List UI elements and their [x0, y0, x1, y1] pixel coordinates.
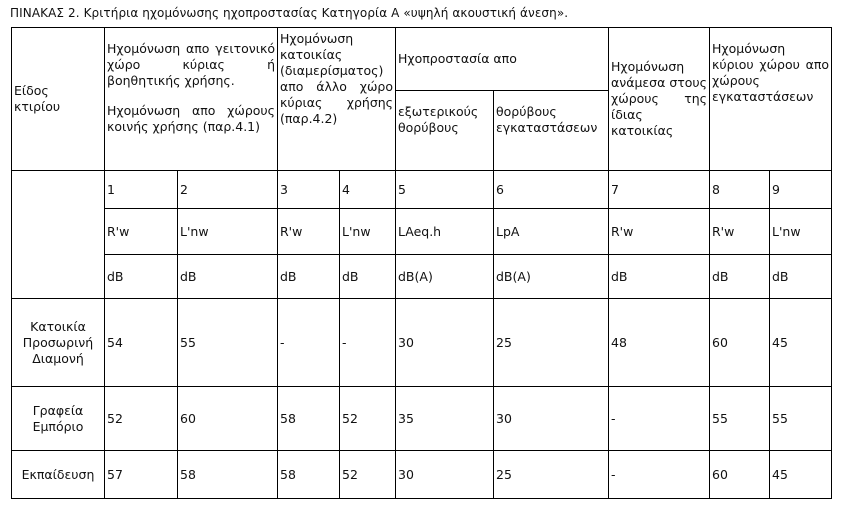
- header-dwelling-text: Ηχομόνωση κατοικίας (διαμερίσματος) απο άλλο χώρο κύριας χρήσης (παρ.4.2): [280, 31, 393, 126]
- header-installation-insulation: [710, 28, 832, 171]
- cell-value: 55: [710, 387, 770, 451]
- column-number: 1: [105, 171, 178, 209]
- cell-value: 54: [105, 299, 178, 387]
- cell-value: 52: [105, 387, 178, 451]
- table-row: [12, 451, 832, 499]
- cell-value: 55: [770, 387, 832, 451]
- column-number: 6: [494, 171, 609, 209]
- cell-value: 45: [770, 299, 832, 387]
- column-unit: dB: [770, 255, 832, 299]
- cell-value: 48: [609, 299, 710, 387]
- cell-value: 52: [340, 387, 396, 451]
- column-unit: dB(A): [396, 255, 494, 299]
- cell-value: 52: [340, 451, 396, 499]
- cell-value: -: [278, 299, 340, 387]
- table-caption: ΠΙΝΑΚΑΣ 2. Κριτήρια ηχομόνωσης ηχοπροστασίας Κατηγορία Α «υψηλή ακουστική άνεση».: [10, 6, 569, 20]
- column-symbol: LpA: [494, 209, 609, 255]
- header-noise-protection: Ηχοπροστασία απο: [396, 28, 609, 91]
- column-number: 9: [770, 171, 832, 209]
- acoustic-criteria-table: [11, 27, 832, 499]
- column-unit: dB: [105, 255, 178, 299]
- cell-value: 30: [396, 299, 494, 387]
- cell-value: 58: [278, 387, 340, 451]
- column-number: 5: [396, 171, 494, 209]
- header-installation-noise: θορύβους εγκαταστάσεων: [494, 91, 609, 171]
- cell-value: -: [340, 299, 396, 387]
- header-external-noise: εξωτερικούς θορύβους: [396, 91, 494, 171]
- header-neighbour-insulation: [105, 28, 278, 171]
- table-row: [12, 299, 832, 387]
- column-symbol: R'w: [105, 209, 178, 255]
- header-installation-text: Ηχομόνωση κύριου χώρου απο χώρους εγκαταστάσεων: [712, 41, 829, 104]
- table-row: [12, 387, 832, 451]
- building-type-header: Είδος κτιρίου: [12, 28, 105, 171]
- column-symbol: L'nw: [178, 209, 278, 255]
- cell-value: 60: [178, 387, 278, 451]
- column-number: 8: [710, 171, 770, 209]
- cell-value: 35: [396, 387, 494, 451]
- column-symbol: R'w: [609, 209, 710, 255]
- blank-cell: [12, 171, 105, 299]
- cell-value: 60: [710, 299, 770, 387]
- column-unit: dB: [710, 255, 770, 299]
- column-symbol: R'w: [710, 209, 770, 255]
- column-number: 2: [178, 171, 278, 209]
- column-number: 7: [609, 171, 710, 209]
- cell-value: -: [609, 387, 710, 451]
- column-unit: dB: [278, 255, 340, 299]
- column-unit: dB(A): [494, 255, 609, 299]
- column-symbol: L'nw: [340, 209, 396, 255]
- row-label: Εκπαίδευση: [12, 451, 105, 499]
- column-symbol: LAeq.h: [396, 209, 494, 255]
- column-symbol: L'nw: [770, 209, 832, 255]
- header-neighbour-text: Ηχομόνωση απο γειτονικό χώρο κύριας ή βοηθητικής χρήσης.: [107, 41, 275, 88]
- header-dwelling-insulation: [278, 28, 396, 171]
- cell-value: 58: [178, 451, 278, 499]
- cell-value: 30: [396, 451, 494, 499]
- row-label: Κατοικία Προσωρινή Διαμονή: [12, 299, 105, 387]
- cell-value: 25: [494, 451, 609, 499]
- header-internal-insulation: Ηχομόνωση ανάμεσα στους χώρους της ίδιας κατοικίας: [609, 28, 710, 171]
- cell-value: 58: [278, 451, 340, 499]
- column-number: 4: [340, 171, 396, 209]
- cell-value: 55: [178, 299, 278, 387]
- cell-value: 30: [494, 387, 609, 451]
- column-number: 3: [278, 171, 340, 209]
- header-common-space-text: Ηχομόνωση απο χώρους κοινής χρήσης (παρ.4.1): [107, 103, 275, 134]
- row-label: Γραφεία Εμπόριο: [12, 387, 105, 451]
- cell-value: 45: [770, 451, 832, 499]
- column-unit: dB: [609, 255, 710, 299]
- cell-value: 25: [494, 299, 609, 387]
- column-unit: dB: [340, 255, 396, 299]
- cell-value: 57: [105, 451, 178, 499]
- column-symbol: R'w: [278, 209, 340, 255]
- cell-value: -: [609, 451, 710, 499]
- cell-value: 60: [710, 451, 770, 499]
- column-unit: dB: [178, 255, 278, 299]
